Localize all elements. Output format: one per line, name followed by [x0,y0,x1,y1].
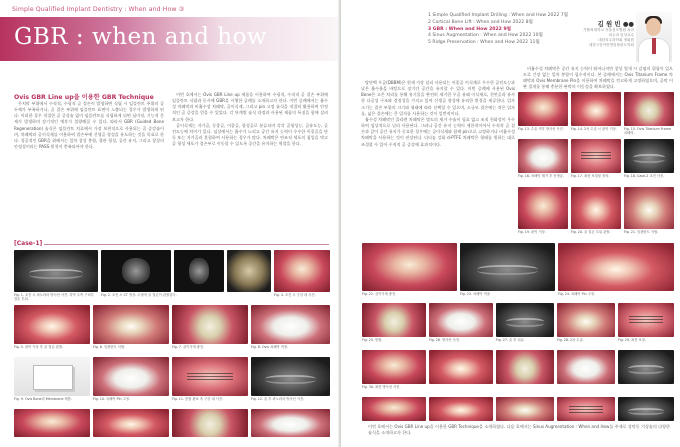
xray-image [618,397,674,421]
surgical-photo [14,305,90,344]
surgical-photo [172,409,248,437]
author-portrait [636,12,672,62]
surgical-photo [429,397,493,421]
figure-caption: Fig. 26. 방사선 사진. [429,338,461,342]
figure-39 [618,397,674,423]
figure-caption: Fig. 29. 최종 보철. [618,338,646,342]
body-column-1 [14,101,164,236]
case-divider [44,244,329,245]
xray-image [496,303,554,337]
surgical-photo [518,139,568,173]
figure-caption: Fig. 1. 초진 시 파노라마 방사선 사진. 하악 우측 구치부 결손 부위. [14,293,94,302]
figure-9 [14,357,90,406]
figure-23 [460,243,555,301]
surgical-photo [172,357,248,396]
series-title: Simple Qualified Implant Dentistry : When and How ③ [12,6,185,13]
author-affiliation: 가톨릭대학교 서울성모병원 치과 [583,28,634,32]
portrait-head [646,18,661,36]
figure-24 [558,243,674,301]
figure-7 [172,305,248,354]
figure-row4-1 [14,409,90,445]
figure-6 [93,305,169,354]
figure-36 [429,397,493,423]
intraoral-photo [362,350,426,384]
surgical-photo [618,303,674,337]
surgical-photo [251,409,330,437]
figure-caption: Fig. 19. 판막 거상. [518,230,546,234]
figure-caption: Fig. 18. Case-2 초진 사진. [624,174,665,178]
figure-caption: Fig. 22. 골이식재 충전. [362,292,397,296]
figure-33 [557,350,615,394]
figure-3 [227,250,271,302]
figure-caption: Fig. 6. 임플란트 식립. [93,345,126,349]
figure-27 [496,303,554,347]
surgical-photo [362,303,426,337]
portrait-tie [652,38,656,54]
figure-caption: Fig. 12. 술 후 파노라마 방사선 사진. [251,397,305,401]
body-column-3 [361,80,515,230]
paragraph: 흡수성 차폐막인 콜라겐 차폐막은 별도의 제거 수술이 필요 없고 조직 친화성이 우수하여 임상적으로 널리 사용된다. 그러나 공간 유지 능력이 제한적이어서 수직적 골 결손과 같이 공간 유지가 중요한 경우에는 골이식재와 함께 pin으로 고정하거나 비흡수성 차폐막을 사용하는 것이 권장된다. 티타늄 강화 d-PTFE 차폐막은 형태를 원하는 대로 조절할 수 있어 수직적 골 증강에 효과적이다. [361,116,515,147]
figure-row4-4 [251,409,330,445]
panoramic-xray-image [251,357,330,396]
figure-caption: Fig. 24. 차폐막 Pin 고정. [558,292,596,296]
figure-5 [14,305,90,354]
intraoral-photo [14,409,90,437]
figure-caption: Fig. 11. 봉합 완료 후 구강 내 사진. [172,397,224,401]
figure-caption: Fig. 16. 차폐막 제거 후 신생골. [518,174,564,178]
surgical-photo [429,303,493,337]
toc-item-current: 3 GBR : When and How 2022 9월 [428,26,512,32]
figure-1 [14,250,98,302]
figure-10 [93,357,169,406]
panoramic-xray-image [14,250,98,292]
case-label: [Case-1] [14,240,43,247]
figure-37 [496,397,554,423]
surgical-photo [571,187,621,229]
figure-caption: Fig. 21. 임플란트 식립. [624,230,659,234]
body-column-2 [172,92,328,236]
figure-14 [571,92,621,136]
author-affiliation: 대한구강악안면임플란트학회 [588,43,634,47]
paragraph: 탈단백 우골(DBBM)은 현재 가장 널리 사용되는 이종골 이식재로 우수한 골전도능과 낮은 흡수율을 바탕으로 장기간 공간을 유지할 수 있다. 이번 증례에 사용된 Ovis Bone은 고온 처리를 통해 유기물을 완전히 제거한 우골 유래 이식재로, 천연골과 유사한 다공성 구조와 결정성을 가지고 있어 신생골 형성에 유리한 환경을 제공한다. 입자 크기는 결손 부위의 크기와 형태에 따라 선택할 수 있으며, 소규모 결손에는 작은 입자를, 넓은 결손에는 큰 입자를 사용하는 것이 일반적이다. [361,80,515,116]
figure-caption: Fig. 20. 골 결손 부위 관찰. [571,230,611,234]
figure-25 [362,303,426,347]
surgical-photo [93,409,169,437]
figure-20 [571,187,621,239]
product-photo [14,357,90,396]
intraoral-photo [362,397,426,421]
figure-26 [429,303,493,347]
ct-image [174,250,224,292]
toc-item: 4 Sinus Augmentation : When and How 2022 10월 [428,33,543,39]
surgical-photo [93,357,169,396]
surgical-photo [557,350,615,384]
figure-caption: Fig. 28. 2차 수술. [557,338,584,342]
author-name: 김 원 빈 ●● [597,20,634,28]
figure-2b [174,250,224,302]
surgical-photo [571,139,621,173]
figure-19 [518,187,568,239]
figure-caption: Fig. 30. 최종 방사선 사진. [362,385,401,389]
surgical-photo [496,350,554,384]
intraoral-photo [518,187,568,229]
figure-17 [571,139,621,183]
paragraph: 골이식재는 자가골, 동종골, 이종골, 합성골로 분류되며 각각 골형성능, 골유도능, 골전도능에 차이가 있다. 임상에서는 흡수가 느리고 공간 유지 능력이 우수한 이종골을 단독 또는 자가골과 혼합하여 사용하는 경우가 많다. 차폐막은 연조직 세포의 침입을 막고 골 형성 세포가 결손부로 이동할 수 있도록 공간을 유지하는 역할을 한다. [172,122,328,147]
figure-4 [274,250,330,302]
figure-13 [518,92,568,136]
ct-3d-image [227,250,271,292]
figure-row4-3 [172,409,248,445]
figure-29 [618,303,674,347]
surgical-photo [557,303,615,337]
figure-caption: Fig. 9. Ovis Bone과 Membrane 제품. [14,397,72,401]
author-block [566,19,634,48]
intraoral-photo [362,243,457,291]
toc-item: 2 Cortical Bone Lift : When and How 2022 8월 [428,19,533,25]
surgical-photo [624,92,674,126]
figure-38 [557,397,615,423]
figure-15 [624,92,674,136]
surgical-photo [93,305,169,344]
page-title: GBR : when and how [14,24,268,50]
paragraph: 이번 호에서는 Ovis GBR Line up 제품을 이용하여 수평적, 수직적 골 결손 부위에 임플란트 식립과 동시에 GBR을 시행한 증례를 소개하고자 한다. 이번 증례에서는 흡수성 차폐막과 비흡수성 차폐막, 골이식재, 그리고 pin 고정 술식을 적절히 활용하여 안정적인 골 증강을 얻을 수 있었다. 각 단계별 술식 과정과 사용된 제품의 특징을 함께 살펴보고자 한다. [172,92,328,122]
figure-row4-2 [93,409,169,445]
surgical-photo [496,397,554,421]
author-affiliation: 치주과 임상교수 [608,33,634,37]
body-column-3b [361,232,515,236]
intraoral-photo [518,92,568,126]
surgical-photo [429,350,493,384]
figure-caption: Fig. 25. 봉합. [362,338,383,342]
figure-12 [251,357,330,406]
figure-caption: Fig. 15. Ovis Titanium Frame 차폐막. [624,127,672,136]
figure-34 [618,350,674,394]
figure-31 [429,350,493,394]
surgical-photo [558,243,674,291]
figure-11 [172,357,248,406]
figure-caption: Fig. 8. Ovis 차폐막 적용. [251,345,289,349]
figure-18 [624,139,674,183]
figure-35 [362,397,426,423]
figure-caption: Fig. 4. 초진 시 구강 내 사진. [274,293,316,297]
figure-21 [624,187,674,239]
panoramic-xray-image [624,139,674,173]
figure-caption: Fig. 14. 2차 수술 시 판막 거상. [571,127,617,131]
figure-16 [518,139,568,183]
figure-2 [101,250,177,302]
figure-caption: Fig. 2. 초진 시 CT 영상. 수평적 골 결손이 관찰된다. [101,293,177,297]
xray-image [618,350,674,384]
toc-item: 5 Ridge Preservation : When and How 2022 11월 [428,40,540,46]
figure-caption: Fig. 23. 차폐막 적용. [460,292,492,296]
figure-22 [362,243,457,301]
paragraph: 비흡수성 차폐막은 공간 유지 능력이 뛰어나지만 창상 열개 시 감염의 위험이 있으므로 긴장 없는 일차 봉합이 필수적이다. 본 증례에서는 Ovis Titanium Frame 차폐막과 Ovis Membrane Pin을 이용하여 차폐막을 견고하게 고정하였으며, 골막 이완 절개를 통해 충분한 판막의 이동성을 확보하였다. [523,66,673,90]
ct-image [101,250,171,292]
figure-30 [362,350,426,394]
figure-8 [251,305,330,354]
author-affiliation: 대한치주과학회 정회원 [598,38,634,42]
figure-32 [496,350,554,394]
paragraph: 무치악 부위에서 수직적, 수평적 골 결손이 발생하면 식립 시 임플란트 주위의 골 두께가 부족하거나, 골 결손 부위에 임플란트 표면이 노출되는 경우가 발생하게 된다. 이러한 경우 적절한 골 증강술 없이 임플란트를 식립하게 되면 심미적, 기능적 문제가 발생하며 장기적인 예후가 불량해질 수 있다. 따라서 GBR (Guided Bone Regeneration) 술식은 임플란트 치료에서 가장 보편적으로 사용되는 골 증강술이며, 차폐막과 골이식재를 이용하여 결손부에 신생골 형성을 유도하는 것을 목표로 한다. 성공적인 GBR을 위해서는 일차 창상 봉합, 혈관 형성, 공간 유지, 그리고 창상의 안정성이라는 PASS 원칙이 충족되어야 한다. [14,101,164,150]
figure-caption: Fig. 17. 최종 보철물 장착. [571,174,610,178]
surgical-photo [172,305,248,344]
figure-28 [557,303,615,347]
surgical-photo [557,397,615,421]
intraoral-photo [274,250,330,292]
surgical-photo [571,92,621,126]
closing-paragraph: 이번 호에서는 Ovis GBR Line up을 이용한 GBR Technique을 소개하였다. 다음 호에서는 Sinus Augmentation : When and How를 주제로 상악동 거상술의 다양한 술식을 소개하고자 한다. [368,424,670,435]
surgical-photo [251,305,330,344]
figure-caption: Fig. 13. 수술 직후 방사선 사진. [518,127,564,131]
section-heading: Ovis GBR Line up을 이용한 GBR Technique [14,94,154,101]
toc-item: 1 Simple Qualified Implant Drilling : When and How 2022 7월 [428,13,569,18]
figure-caption: Fig. 5. 판막 거상 후 골 결손 관찰. [14,345,64,349]
surgical-photo [624,187,674,229]
xray-image [460,243,555,291]
figure-caption: Fig. 7. 골이식재 충전. [172,345,205,349]
figure-caption: Fig. 10. 차폐막 Pin 고정. [93,397,131,401]
figure-caption: Fig. 27. 술 후 치유. [496,338,525,342]
